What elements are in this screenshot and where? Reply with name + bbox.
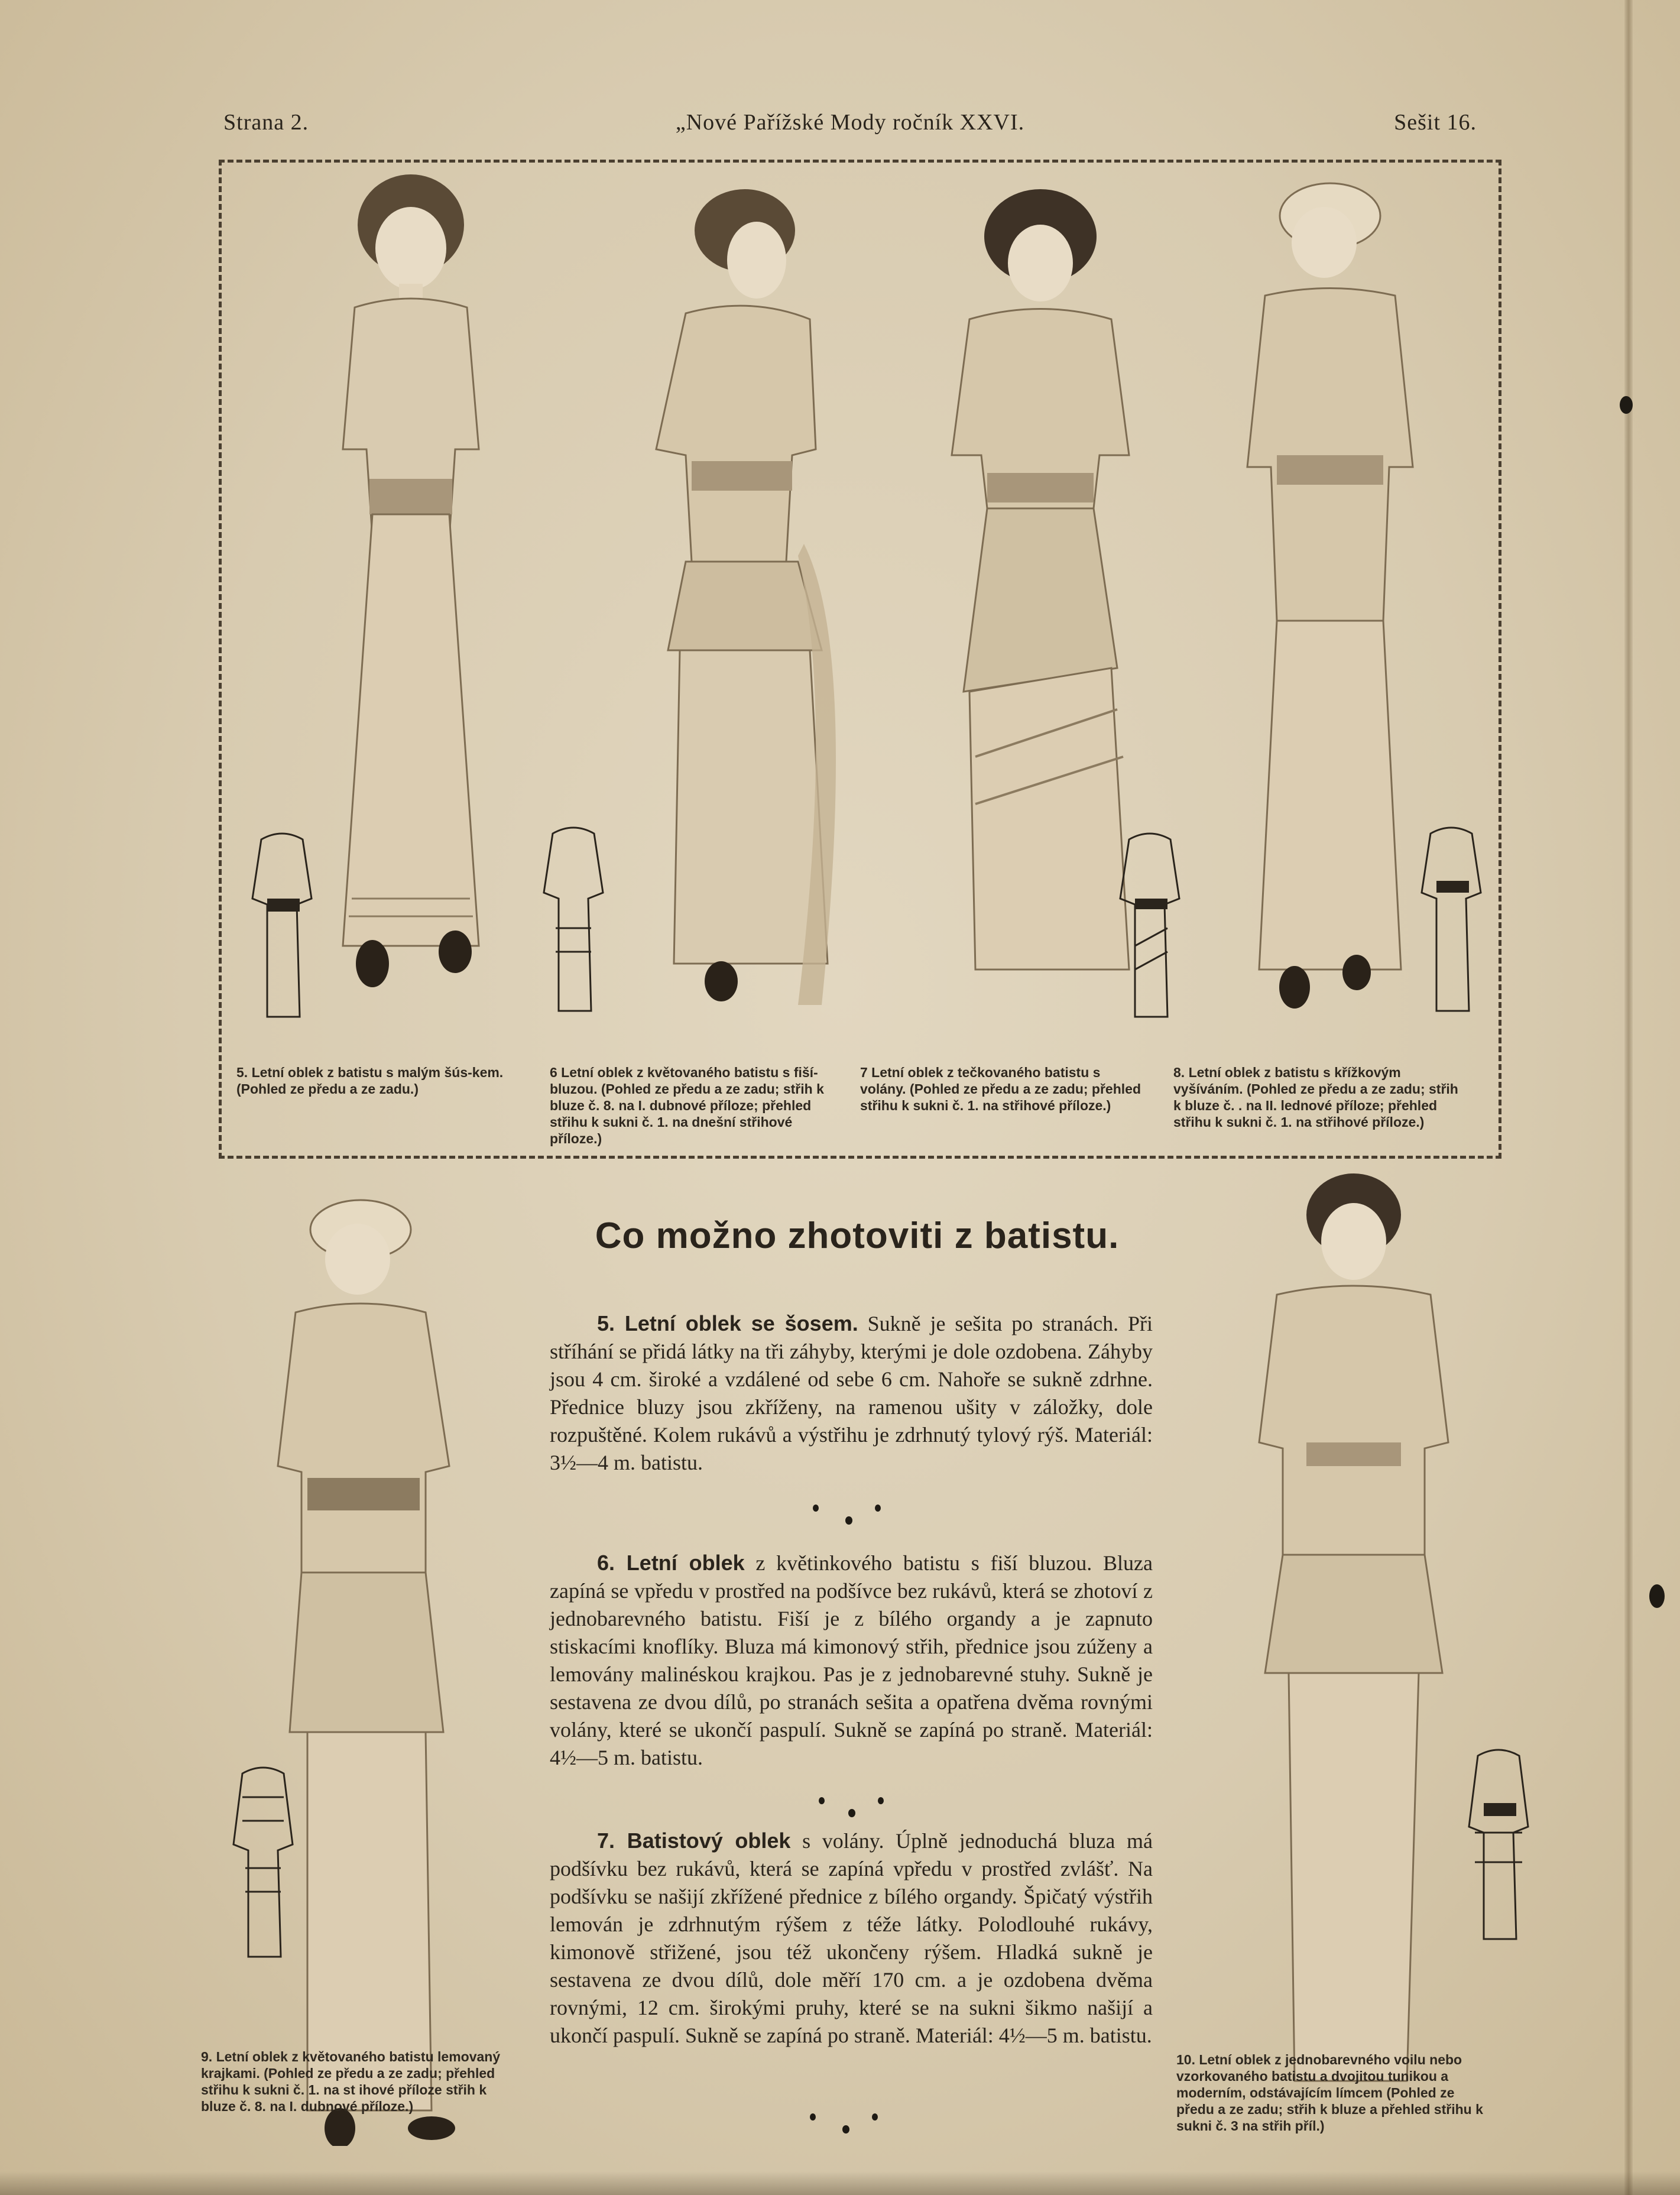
figure-6-illustration <box>585 177 893 1035</box>
journal-title: „Nové Pařížské Mody ročník XXVI. <box>675 110 1025 135</box>
separator-dot <box>848 1809 855 1817</box>
figure-9-back-view-sketch <box>225 1750 301 1963</box>
paragraph-6 <box>550 1549 1153 1772</box>
page-fold <box>1624 0 1633 2195</box>
margin-ink-spot <box>1649 1584 1665 1608</box>
paragraph-7 <box>550 1827 1153 2050</box>
figure-6-back-view-sketch <box>535 810 612 1017</box>
separator-dot <box>875 1505 881 1512</box>
caption-figure-10: 10. Letní oblek z jednobarevného voilu nebo vzorkovaného batistu a dvojitou tunikou a moderním, odstávajícím límcem (Pohled ze předu a ze zadu; střih k bluze a přehled střihu k sukni č. 3 na střih příl.) <box>1176 2052 1483 2134</box>
separator-dot <box>845 1516 852 1525</box>
paragraph-7-lead: 7. Batistový oblek <box>597 1828 791 1853</box>
caption-figure-7: 7 Letní oblek z tečkovaného batistu s volány. (Pohled ze předu a ze zadu; přehled střihu k sukni č. 1. na střihové příloze.) <box>860 1065 1141 1113</box>
caption-figure-5: 5. Letní oblek z batistu s malým šús-kem. (Pohled ze předu a ze zadu.) <box>236 1065 504 1097</box>
figure-8-back-view-sketch <box>1413 810 1490 1017</box>
paragraph-5 <box>550 1309 1153 1477</box>
figure-7-back-view-sketch <box>1111 816 1188 1023</box>
separator-dot <box>842 2125 849 2134</box>
separator-dot <box>813 1505 819 1512</box>
article-title: Co možno zhotoviti z batistu. <box>595 1215 1120 1256</box>
page-number: Strana 2. <box>223 110 309 135</box>
separator-dot <box>878 1797 884 1804</box>
separator-dot <box>819 1797 825 1804</box>
caption-figure-9: 9. Letní oblek z květovaného batistu lemovaný krajkami. (Pohled ze předu a ze zadu; přehled střihu k sukni č. 1. na st ihové příloze střih k bluze č. 8. na I. dubnové příloze.) <box>201 2049 501 2114</box>
paragraph-5-lead: 5. Letní oblek se šosem. <box>597 1311 858 1335</box>
separator-dot <box>872 2113 878 2121</box>
separator-dot <box>810 2113 816 2121</box>
paragraph-6-text: z květinkového batistu s fiší bluzou. Bluza zapíná se vpředu v prostřed na podšívce bez rukávů, která se zhotoví z jednobarevného batistu. Fiší je z bílého organdy a je zapnuto stiskacími knoflíky. Bluza má kimonový střih, přednice jsou zúženy a lemovány malinéskou krajkou. Pas je z jednobarevné stuhy. Sukně je sestavena ze dvou dílů, po stranách sešita a opatřena dvěma rovnými volány, které se ukončí paspulí. Sukně se zapíná po straně. Materiál: 4½—5 m. batistu. <box>550 1551 1153 1769</box>
issue-number: Sešit 16. <box>1394 110 1477 135</box>
figure-10-back-view-sketch <box>1460 1732 1537 1945</box>
paragraph-7-text: s volány. Úplně jednoduchá bluza má podšívku bez rukávů, která se zapíná vpředu v prostřed zvlášť. Na podšívku se našijí zkřížené přednice z bílého organdy. Špičatý výstřih lemován je zdrhnutým rýšem z téže látky. Polodlouhé rukávy, kimonově střižené, jsou též ukončeny rýšem. Hladká sukně je sestavena ze dvou dílů, dole měří 170 cm. a je ozdobena dvěma rovnými, 12 cm. širokými pruhy, které se na sukni šikmo našijí a ukončí paspulí. Sukně se zapíná po straně. Materiál: 4½—5 m. batistu. <box>550 1829 1153 2047</box>
caption-figure-6: 6 Letní oblek z květovaného batistu s fiší-bluzou. (Pohled ze předu a ze zadu; střih k bluze č. 8. na I. dubnové příloze; přehled střihu k sukni č. 1. na dnešní střihové příloze.) <box>550 1065 824 1146</box>
margin-ink-spot <box>1620 396 1633 414</box>
paragraph-6-lead: 6. Letní oblek <box>597 1551 745 1575</box>
figure-10-illustration <box>1212 1165 1490 2122</box>
figure-5-back-view-sketch <box>244 816 320 1023</box>
paragraph-5-text: Sukně je sešita po stranách. Při stříhání se přidá látky na tři záhyby, kterými je dole ozdobena. Záhyby jsou 4 cm. široké a vzdálené od sebe 6 cm. Nahoře se sukně zdrhne. Přednice bluzy jsou zkříženy, na ramenou ušity v záložky, dole rozpuštěné. Kolem rukávů a výstřihu je zdrhnutý tylový rýš. Materiál: 3½—4 m. batistu. <box>550 1312 1153 1474</box>
page-header <box>223 109 1477 145</box>
caption-figure-8: 8. Letní oblek z batistu s křížkovým vyšíváním. (Pohled ze předu a ze zadu; střih k bluze č. . na II. lednové příloze; přehled střihu k sukni č. 1. na střihové příloze.) <box>1173 1065 1458 1130</box>
page-bottom-edge <box>0 2171 1680 2195</box>
figure-9-illustration <box>236 1188 502 2146</box>
